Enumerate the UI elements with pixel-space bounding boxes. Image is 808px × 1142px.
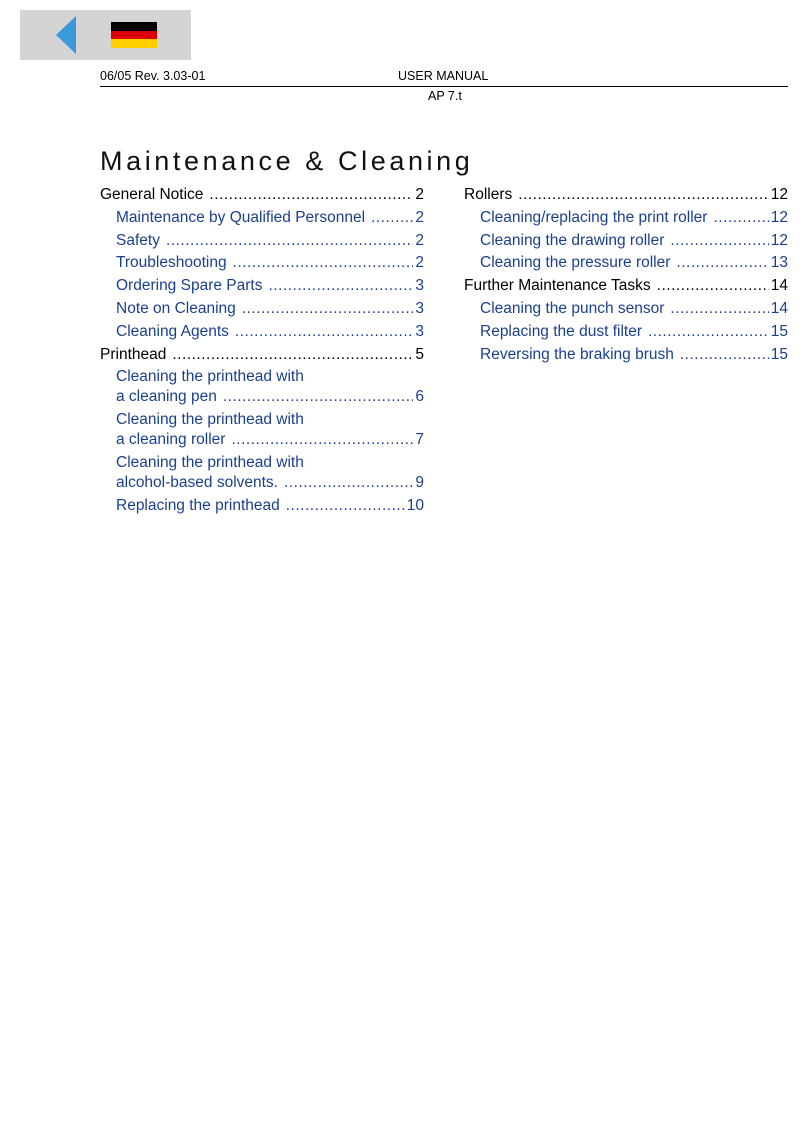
toc-entry-alcohol-solvents[interactable]	[100, 453, 424, 493]
toc-label: Rollers	[464, 186, 513, 203]
toc-label-line1: Cleaning the printhead with	[116, 453, 304, 471]
dot-leader	[242, 299, 414, 319]
toc-label-line1: Cleaning the printhead with	[116, 411, 304, 429]
toc-entry-ordering-spare-parts[interactable]	[100, 276, 424, 296]
german-flag-icon[interactable]	[111, 22, 157, 48]
dot-leader	[172, 345, 413, 365]
toc-left-column	[100, 185, 424, 519]
toc-entry-rollers[interactable]	[464, 185, 788, 205]
dot-leader	[209, 185, 413, 205]
toc-page: 6	[415, 388, 424, 406]
toc-label: Cleaning the pressure roller	[480, 254, 671, 272]
toc-page: 9	[415, 473, 424, 491]
toc-entry-cleaning-pen[interactable]	[100, 367, 424, 407]
toc-entry-qualified-personnel[interactable]	[100, 208, 424, 228]
doc-type-text: USER MANUAL	[398, 69, 489, 83]
toc-page: 10	[406, 496, 424, 514]
toc-page: 5	[415, 345, 424, 363]
toc-entry-braking-brush[interactable]	[464, 345, 788, 365]
toc-label-line2: alcohol-based solvents.	[116, 473, 278, 491]
toc-right-column	[464, 185, 788, 367]
toc-page: 15	[770, 322, 788, 340]
toc-label: Further Maintenance Tasks	[464, 277, 651, 295]
toc-page: 2	[415, 208, 424, 226]
toc-page: 12	[770, 186, 788, 203]
toc-label: Cleaning the drawing roller	[480, 231, 665, 249]
dot-leader	[518, 185, 769, 205]
flag-stripe-gold	[111, 39, 157, 48]
toc-page: 2	[415, 254, 424, 272]
dot-leader	[680, 345, 769, 365]
dot-leader	[233, 253, 414, 273]
toc-entry-troubleshooting[interactable]	[100, 253, 424, 273]
page-title: Maintenance & Cleaning	[100, 146, 474, 176]
toc-entry-safety[interactable]	[100, 231, 424, 251]
toc-entry-further-maintenance[interactable]	[464, 276, 788, 296]
toc-page: 3	[415, 299, 424, 317]
toc-page: 2	[415, 186, 424, 203]
toc-entry-replacing-printhead[interactable]	[100, 496, 424, 516]
revision-text: 06/05 Rev. 3.03-01	[100, 69, 206, 83]
back-arrow-icon[interactable]	[56, 16, 76, 54]
toc-label: Cleaning the punch sensor	[480, 299, 665, 317]
dot-leader	[166, 231, 413, 251]
toc-page: 2	[415, 231, 424, 249]
toc-label: Reversing the braking brush	[480, 345, 674, 363]
toc-entry-dust-filter[interactable]	[464, 322, 788, 342]
toc-label-line1: Cleaning the printhead with	[116, 368, 304, 386]
dot-leader	[268, 276, 413, 296]
dot-leader	[284, 473, 413, 493]
toc-label: Troubleshooting	[116, 254, 227, 272]
running-header	[100, 68, 788, 87]
toc-entry-cleaning-roller[interactable]	[100, 410, 424, 450]
toc-label: Replacing the dust filter	[480, 322, 642, 340]
toc-page: 14	[770, 299, 788, 317]
toc-label: General Notice	[100, 186, 204, 203]
dot-leader	[670, 299, 768, 319]
toc-label: Safety	[116, 231, 160, 249]
toc-label: Ordering Spare Parts	[116, 277, 263, 295]
toc-entry-cleaning-agents[interactable]	[100, 322, 424, 342]
toc-entry-note-on-cleaning[interactable]	[100, 299, 424, 319]
dot-leader	[235, 322, 413, 342]
toc-label-line2: a cleaning pen	[116, 388, 217, 406]
dot-leader	[648, 322, 769, 342]
toc-entry-pressure-roller[interactable]	[464, 253, 788, 273]
toc-entry-drawing-roller[interactable]	[464, 231, 788, 251]
toc-label: Maintenance by Qualified Personnel	[116, 208, 366, 226]
toc-label: Printhead	[100, 345, 167, 363]
dot-leader	[657, 276, 769, 296]
flag-stripe-red	[111, 31, 157, 40]
dot-leader	[231, 430, 413, 450]
toc-entry-general-notice[interactable]	[100, 185, 424, 205]
dot-leader	[286, 496, 405, 516]
toc-page: 12	[770, 208, 788, 226]
toc-entry-punch-sensor[interactable]	[464, 299, 788, 319]
toc-page: 15	[770, 345, 788, 363]
dot-leader	[670, 231, 768, 251]
toc-label-line2: a cleaning roller	[116, 431, 226, 449]
dot-leader	[713, 208, 768, 228]
flag-stripe-black	[111, 22, 157, 31]
toc-page: 12	[770, 231, 788, 249]
toc-page: 14	[770, 277, 788, 295]
toc-page: 3	[415, 277, 424, 295]
toc-entry-printhead[interactable]	[100, 345, 424, 365]
toc-page: 7	[415, 431, 424, 449]
dot-leader	[676, 253, 768, 273]
toc-label: Cleaning Agents	[116, 322, 229, 340]
dot-leader	[223, 387, 414, 407]
toc-page: 3	[415, 322, 424, 340]
toc-entry-print-roller[interactable]	[464, 208, 788, 228]
toc-label: Note on Cleaning	[116, 299, 236, 317]
toc-page: 13	[770, 254, 788, 272]
model-text: AP 7.t	[428, 89, 462, 103]
dot-leader	[371, 208, 413, 228]
toc-label: Cleaning/replacing the print roller	[480, 208, 708, 226]
navigation-panel	[20, 10, 191, 60]
toc-label: Replacing the printhead	[116, 496, 280, 514]
